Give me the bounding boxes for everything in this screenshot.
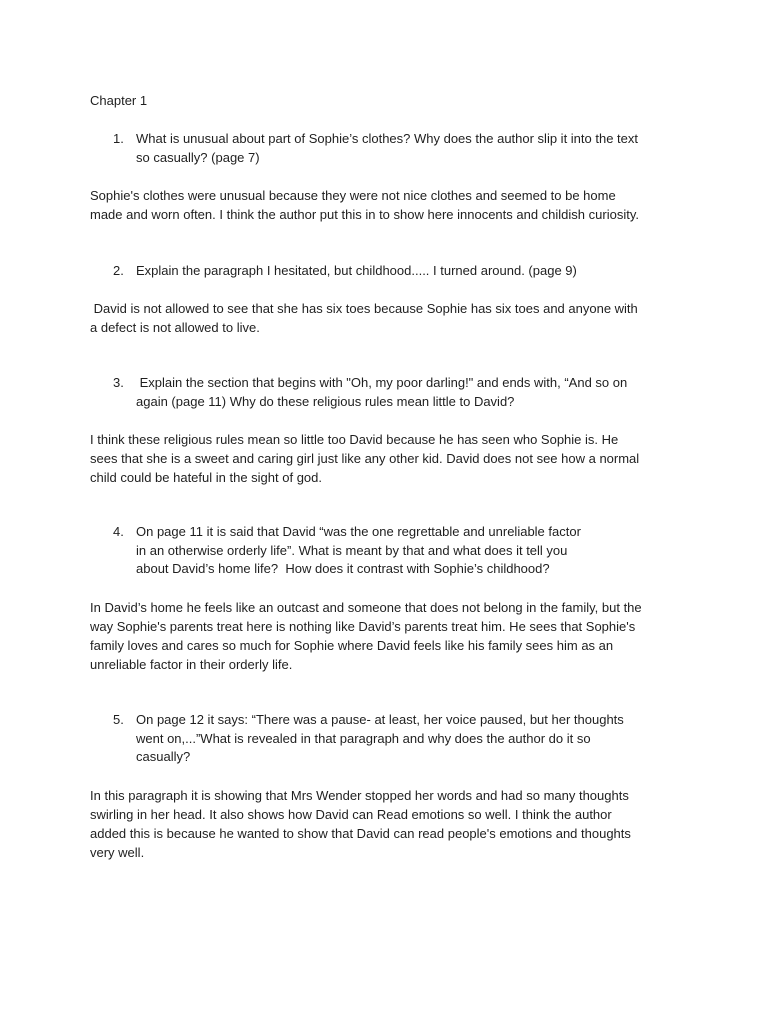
answer-line: way Sophie's parents treat here is nothing like David’s parents treat him. He sees that Sophie's xyxy=(90,619,636,634)
answer-line: sees that she is a sweet and caring girl just like any other kid. David does not see how a normal xyxy=(90,451,640,466)
question-number: 2. xyxy=(113,263,124,278)
question-line: What is unusual about part of Sophie’s clothes? Why does the author slip it into the text xyxy=(136,131,638,146)
question-number: 4. xyxy=(113,524,124,539)
answer-2 xyxy=(90,299,638,337)
question-line: about David’s home life? How does it contrast with Sophie’s childhood? xyxy=(136,561,550,576)
answer-5 xyxy=(90,786,631,862)
question-4 xyxy=(113,523,581,579)
answer-line: I think these religious rules mean so little too David because he has seen who Sophie is. He xyxy=(90,432,619,447)
answer-line: David is not allowed to see that she has six toes because Sophie has six toes and anyone with xyxy=(90,301,638,316)
question-line: so casually? (page 7) xyxy=(136,149,260,165)
question-number: 5. xyxy=(113,712,124,727)
answer-line: family loves and cares so much for Sophie where David feels like his family sees him as an xyxy=(90,638,614,653)
question-line: in an otherwise orderly life”. What is meant by that and what does it tell you xyxy=(136,542,568,558)
question-line: went on,...”What is revealed in that paragraph and why does the author do it so xyxy=(136,730,591,746)
answer-line: added this is because he wanted to show that David can read people's emotions and thoughts xyxy=(90,826,631,841)
question-2 xyxy=(113,262,577,281)
answer-line: made and worn often. I think the author put this in to show here innocents and childish curiosity. xyxy=(90,207,639,222)
question-3 xyxy=(113,374,627,411)
answer-4 xyxy=(90,598,642,674)
answer-1 xyxy=(90,186,639,224)
question-number: 1. xyxy=(113,131,124,146)
answer-line: Sophie's clothes were unusual because they were not nice clothes and seemed to be home xyxy=(90,188,616,203)
question-number: 3. xyxy=(113,375,124,390)
answer-line: In David’s home he feels like an outcast and someone that does not belong in the family, but the xyxy=(90,600,642,615)
answer-line: a defect is not allowed to live. xyxy=(90,320,260,335)
question-line: Explain the paragraph I hesitated, but childhood..... I turned around. (page 9) xyxy=(136,263,577,278)
question-5 xyxy=(113,711,624,767)
chapter-heading: Chapter 1 xyxy=(90,93,148,108)
question-line: casually? xyxy=(136,749,191,764)
answer-line: swirling in her head. It also shows how David can Read emotions so well. I think the author xyxy=(90,807,612,822)
answer-line: very well. xyxy=(90,845,145,860)
question-line: On page 11 it is said that David “was the one regrettable and unreliable factor xyxy=(136,524,581,539)
question-line: On page 12 it says: “There was a pause- at least, her voice paused, but her thoughts xyxy=(136,712,624,727)
answer-line: child could be hateful in the sight of god. xyxy=(90,470,322,485)
answer-3 xyxy=(90,430,639,487)
question-line: Explain the section that begins with "Oh, my poor darling!" and ends with, “And so on xyxy=(136,375,628,390)
question-line: again (page 11) Why do these religious rules mean little to David? xyxy=(136,393,515,409)
question-1 xyxy=(113,130,638,167)
answer-line: unreliable factor in their orderly life. xyxy=(90,657,293,672)
answer-line: In this paragraph it is showing that Mrs Wender stopped her words and had so many thoughts xyxy=(90,788,629,803)
